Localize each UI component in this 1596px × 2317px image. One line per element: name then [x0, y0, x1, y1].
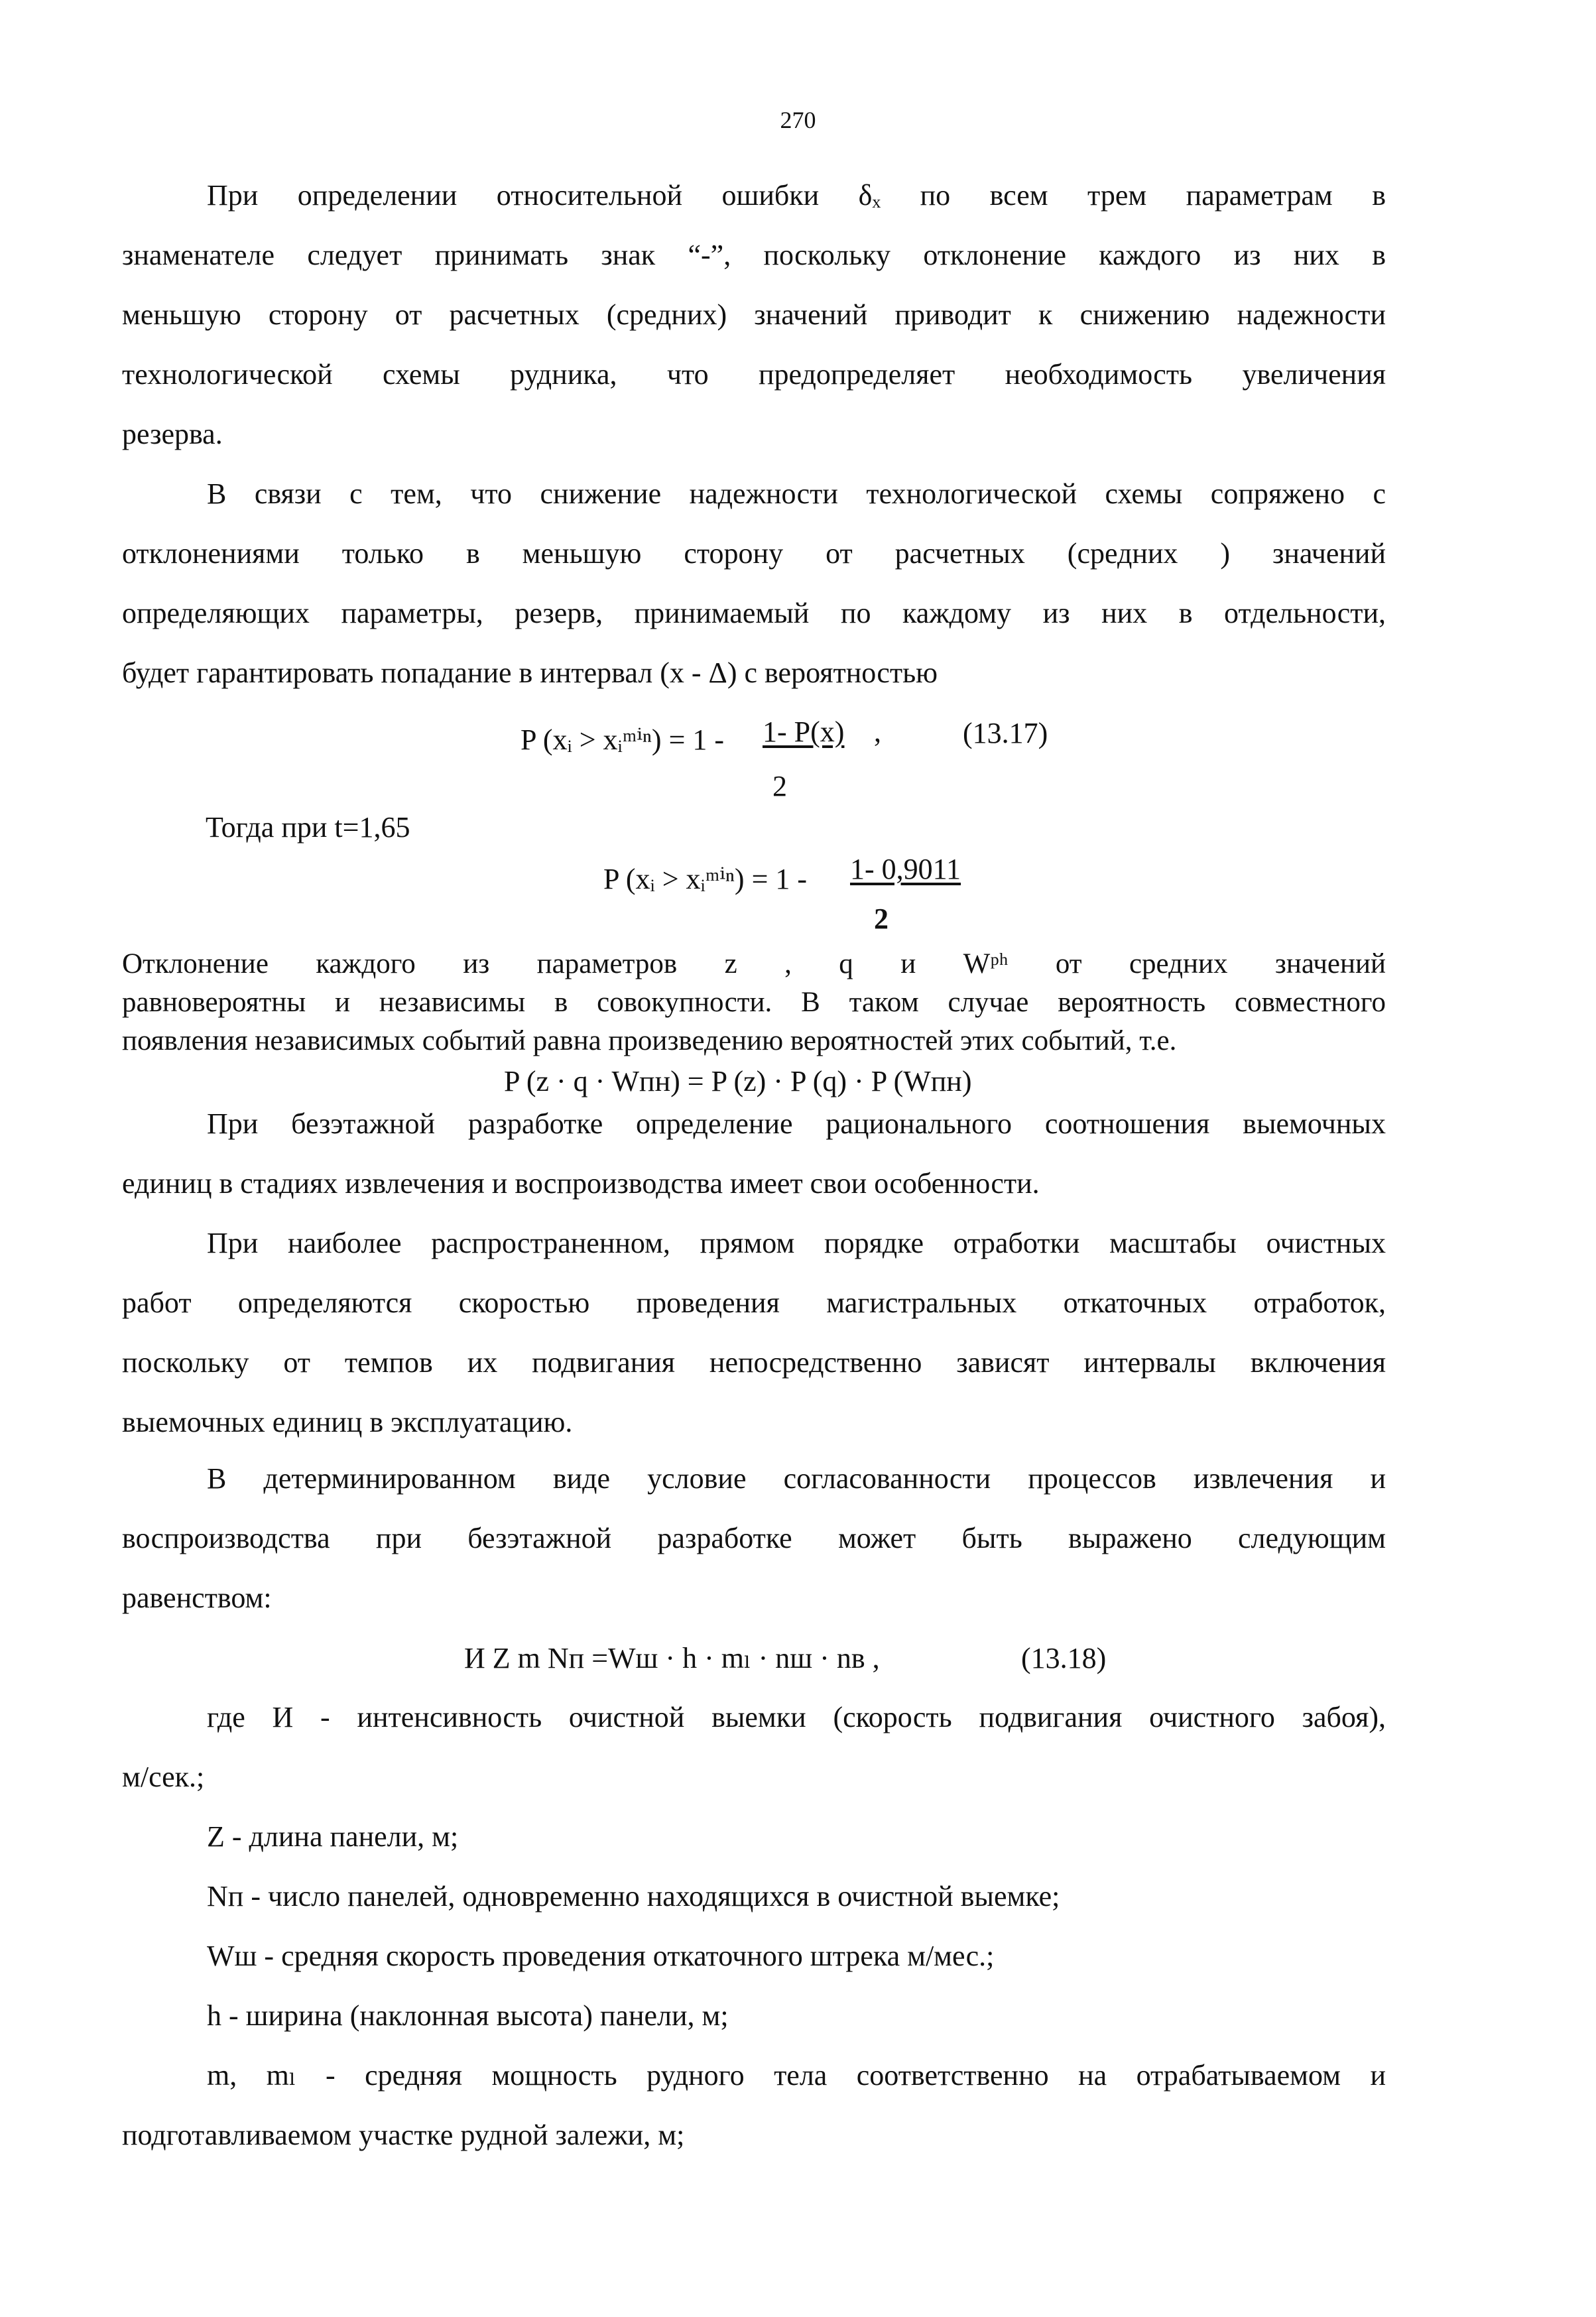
formula-probability-numerator: 1- 0,9011 — [850, 853, 961, 885]
definition-line: где И - интенсивность очистной выемки (скорость подвигания очистного забоя), — [207, 1701, 1386, 1733]
text-line: знаменателе следует принимать знак “-”, поскольку отклонение каждого из них в — [122, 239, 1386, 271]
paragraph-storeyless — [122, 1094, 1386, 1214]
paragraph-independence — [122, 945, 1386, 1060]
formula-joint-probability: P (z · q · Wпн) = P (z) · P (q) · P (Wпн) — [504, 1065, 972, 1097]
text-line: поскольку от темпов их подвигания непосредственно зависят интервалы включения — [122, 1346, 1386, 1379]
definition-line: Nп - число панелей, одновременно находящихся в очистной выемке; — [207, 1880, 1060, 1912]
text-line: работ определяются скоростью проведения магистральных откаточных отработок, — [122, 1286, 1386, 1319]
paragraph-deterministic — [122, 1449, 1386, 1628]
definition-line: Z - длина панели, м; — [207, 1820, 459, 1853]
formula-13-17-number: (13.17) — [963, 717, 1048, 749]
formula-13-18-number: (13.18) — [1021, 1642, 1107, 1674]
formula-13-17-comma: , — [874, 716, 881, 748]
text-line: будет гарантировать попадание в интервал (х - Δ) с вероятностью — [122, 657, 938, 689]
page-number: 270 — [780, 107, 816, 133]
text-line: единиц в стадиях извлечения и воспроизводства имеет свои особенности. — [122, 1167, 1040, 1200]
formula-13-17-lhs: P (xᵢ > xᵢᵐⁱⁿ) = 1 - — [521, 723, 725, 756]
definition-line: Wш - средняя скорость проведения откаточного штрека м/мес.; — [207, 1940, 995, 1972]
text-line: При безэтажной разработке определение рационального соотношения выемочных — [207, 1107, 1386, 1140]
definition-line: h - ширина (наклонная высота) панели, м; — [207, 1999, 729, 2032]
text-line: появления независимых событий равна произведению вероятностей этих событий, т.е. — [122, 1025, 1177, 1056]
definitions-list — [122, 1688, 1386, 2165]
text-line: воспроизводства при безэтажной разработке может быть выражено следующим — [122, 1522, 1386, 1554]
paragraph-relative-error — [122, 166, 1386, 464]
text-line: При определении относительной ошибки δₓ по всем трем параметрам в — [207, 179, 1386, 212]
text-line: технологической схемы рудника, что предопределяет необходимость увеличения — [122, 358, 1386, 391]
definition-line: m, mₗ - средняя мощность рудного тела соответственно на отрабатываемом и — [207, 2059, 1386, 2092]
formula-probability-denominator: 2 — [874, 903, 889, 935]
text-line: отклонениями только в меньшую сторону от расчетных (средних ) значений — [122, 537, 1386, 570]
paragraph-reliability — [122, 464, 1386, 703]
text-line: равенством: — [122, 1582, 272, 1614]
formula-13-18: И Z m Nп =Wш · h · mₗ · nш · nв , — [464, 1642, 880, 1674]
then-condition: Тогда при t=1,65 — [206, 811, 410, 844]
text-line: В детерминированном виде условие согласованности процессов извлечения и — [207, 1462, 1386, 1495]
definition-line: подготавливаемом участке рудной залежи, м; — [122, 2119, 685, 2151]
text-line: При наиболее распространенном, прямом порядке отработки масштабы очистных — [207, 1227, 1386, 1259]
definition-line: м/сек.; — [122, 1761, 205, 1793]
text-line: Отклонение каждого из параметров z , q и Wᵖʰ от средних значений — [122, 948, 1386, 979]
text-line: В связи с тем, что снижение надежности технологической схемы сопряжено с — [207, 477, 1386, 510]
text-line: равновероятны и независимы в совокупности. В таком случае вероятность совместного — [122, 987, 1386, 1018]
text-line: резерва. — [122, 418, 223, 450]
formula-13-17-denominator: 2 — [772, 770, 787, 802]
text-line: меньшую сторону от расчетных (средних) значений приводит к снижению надежности — [122, 298, 1386, 331]
text-line: выемочных единиц в эксплуатацию. — [122, 1406, 573, 1438]
formula-13-17-numerator: 1- P(x) — [763, 716, 845, 748]
text-line: определяющих параметры, резерв, принимаемый по каждому из них в отдельности, — [122, 597, 1386, 629]
formula-probability-lhs: P (xᵢ > xᵢᵐⁱⁿ) = 1 - — [603, 863, 808, 895]
paragraph-direct-order — [122, 1214, 1386, 1452]
